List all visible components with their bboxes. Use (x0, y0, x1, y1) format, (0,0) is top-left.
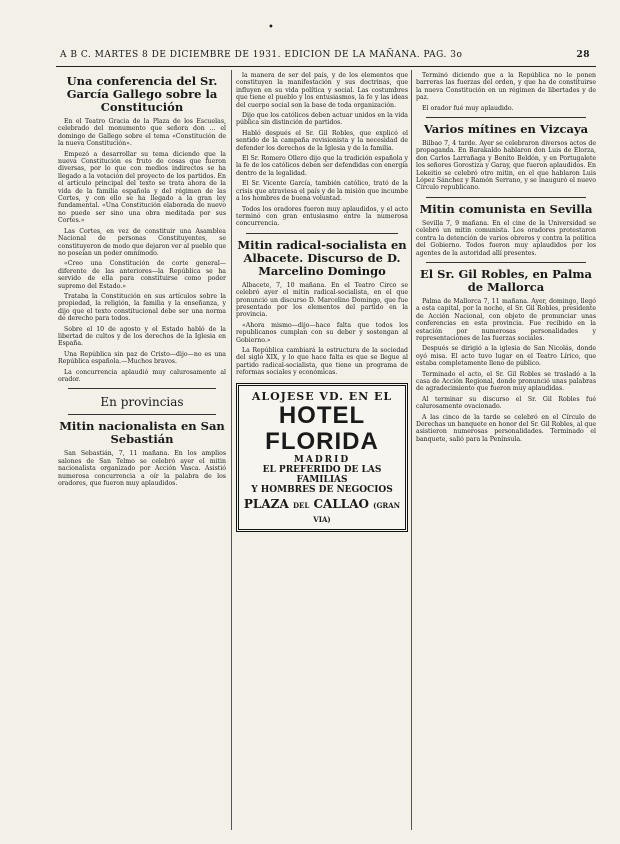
article-paragraph: El Sr. Romero Ollero dijo que la tradición española y la fe de los católicos deben ser defendidas con energía dentro de la legalidad. (236, 155, 408, 177)
article-paragraph: Las Cortes, en vez de constituir una Asamblea Nacional de personas Constituyentes, se constituyeron de modo que dejaron ver al pueblo que no poseían un poder omnímodo. (58, 227, 226, 257)
article-headline: Varios mítines en Vizcaya (423, 122, 589, 137)
article-paragraph: Una República sin paz de Cristo—dijo—no es una República española.—Muchos bravos. (58, 350, 226, 366)
article-paragraph: Palma de Mallorca 7, 11 mañana. Ayer, domingo, llegó a esta capital, por la noche, el Sr. Gil Robles, presidente de Acción Nacional, con objeto de pronunciar unas conferencias en esta provincia. Fue recibido en la estación por numerosas personalidades y representaciones de las fuerzas sociales. (416, 297, 596, 342)
article-headline: Mitin nacionalista en San Sebastián (59, 419, 225, 447)
article-headline: Mitin comunista en Sevilla (419, 201, 593, 216)
ad-address-part: (GRAN VIA) (313, 500, 401, 524)
article-headline: Mitin radical-socialista en Albacete. Discurso de D. Marcelino Domingo (237, 237, 407, 278)
article-paragraph: San Sebastián, 7, 11 mañana. En los amplios salones de San Telmo se celebró ayer el mitin nacionalista organizado por Acción Vasca. Asistió numerosa concurrencia a oír la palabra de los oradores, que fueron muy aplaudidos. (58, 450, 226, 488)
article-paragraph: «Ahora mismo—dijo—hace falta que todos los republicanos cumplan con su deber y sostengan al Gobierno.» (236, 321, 408, 344)
column-3 (416, 72, 596, 830)
article-headline: Una conferencia del Sr. García Gallego sobre la Constitución (66, 74, 218, 114)
ad-line: ALOJESE VD. EN EL (251, 389, 393, 403)
column-2 (236, 72, 408, 830)
article-paragraph: Trataba la Constitución en sus artículos sobre la propiedad, la religión, la familia y la enseñanza, y dijo que el texto constitucional debe ser una norma de derecho para todos. (58, 292, 226, 323)
article-paragraph: Al terminar su discurso el Sr. Gil Robles fué calurosamente ovacionado. (416, 395, 596, 411)
ad-address-part: DEL (292, 500, 310, 510)
article-paragraph: la manera de ser del país, y de los elementos que constituyen la manifestación y sus doctrinas, que influyen en su vida política y social. Las costumbres que tiene el pueblo y los entusiasmos, la fe y las ideas del cuerpo social son la base de toda organización. (236, 72, 408, 109)
article-paragraph: Bilbao 7, 4 tarde. Ayer se celebraron diversos actos de propaganda. En Barakaldo hablaron don Luis de Elorza, don Carlos Larrañaga y Benito Beldón, y en Portugalete los señores Gorostiza y Garay, que fueron aplaudidos. En Lekeitio se celebró otro mitin, en el que hablaron Luis López Sánchez y Ramón Serrano, y se inauguró el nuevo Círculo republicano. (416, 140, 596, 192)
column-divider (231, 70, 232, 830)
ad-line: EL PREFERIDO DE LAS FAMILIAS (262, 464, 382, 485)
article-paragraph: Sobre el 10 de agosto y el Estado habló de la libertad de cultos y de los derechos de la Iglesia en España. (58, 325, 226, 348)
column-divider (411, 70, 412, 830)
ad-line: Y HOMBRES DE NEGOCIOS (251, 484, 393, 495)
ad-address (242, 497, 402, 525)
article-paragraph: Terminado el acto, el Sr. Gil Robles se trasladó a la casa de Acción Regional, donde pronunció unas palabras de agradecimiento que fueron muy aplaudidas. (416, 370, 596, 393)
article-paragraph: La concurrencia aplaudió muy calurosamente al orador. (58, 368, 226, 383)
article-paragraph: Albacete, 7, 10 mañana. En el Teatro Circo se celebró ayer el mitin radical-socialista, en el que pronunció un discurso D. Marcelino Domingo, que fue presentado por los elementos del partido en la provincia. (236, 281, 408, 319)
section-divider (246, 233, 398, 234)
section-divider (426, 197, 586, 198)
article-paragraph: A las cinco de la tarde se celebró en el Círculo de Derechas un banquete en honor del Sr. Gil Robles, al que asistieron numerosas personalidades. Terminado el banquete, salió para la Península. (416, 413, 596, 443)
article-paragraph: En el Teatro Gracia de la Plaza de los Escuelas, celebrado del monumento que señora don ... el domingo de Gallego sobre el tema «Constitución de la nueva Constitución». (58, 118, 226, 148)
page-number: 28 (576, 50, 590, 60)
article-paragraph: Todos los oradores fueron muy aplaudidos, y el acto terminó con gran entusiasmo entre la numerosa concurrencia. (236, 205, 408, 228)
article-paragraph: Después se dirigió a la iglesia de San Nicolás, donde oyó misa. El acto tuvo lugar en el Teatro Lírico, que estaba completamente lleno de público. (416, 345, 596, 368)
column-1 (58, 72, 226, 830)
section-divider (426, 262, 586, 263)
section-divider (426, 117, 586, 118)
article-paragraph: Empezó a desarrollar su tema diciendo que la nueva Constitución es fruto de cosas que fueron diversas, por lo que con medios indirectos se ha llegado a la votación del proyecto de los partidos. En el artículo principal del texto se trata ahora de la vida de la familia española y del régimen de las Cortes, y con ello se ha llegado a la gran ley fundamental. «Una Constitución elaborada de nuevo no puede ser sino una obra meditada por sus Cortes.» (58, 150, 226, 225)
ad-hotel-name: HOTEL FLORIDA (265, 401, 379, 455)
hotel-advertisement (236, 383, 408, 532)
ad-city: MADRID (293, 454, 351, 465)
header-text: A B C. MARTES 8 DE DICIEMBRE DE 1931. EDICION DE LA MAÑANA. PAG. 3o (60, 50, 463, 60)
page-mark: • (268, 22, 274, 33)
article-paragraph: El orador fué muy aplaudido. (422, 104, 514, 112)
page-header (60, 50, 590, 64)
article-paragraph: Dijo que los católicos deben actuar unidos en la vida pública sin distinción de partidos. (236, 112, 408, 127)
article-paragraph: Habló después el Sr. Gil Robles, que explicó el sentido de la campaña revisionista y la necesidad de defender los derechos de la Iglesia y de la familia. (236, 129, 408, 152)
section-divider (68, 414, 216, 415)
header-rule (56, 66, 596, 67)
ad-address-part: PLAZA (243, 496, 289, 511)
ad-address-part: CALLAO (313, 496, 369, 511)
article-paragraph: Sevilla 7, 9 mañana. En el cine de la Universidad se celebró un mitin comunista. Los oradores protestaron contra la detención de varios obreros y contra la política del Gobierno. Todos fueron muy aplaudidos por los agentes de la autoridad allí presentes. (416, 219, 596, 257)
section-title: En provincias (100, 395, 184, 410)
article-paragraph: La República cambiará la estructura de la sociedad del siglo XIX, y lo que hace falta es que se llegue al partido radical-socialista, que tiene un programa de reformas sociales y económicas. (236, 346, 408, 377)
article-paragraph: «Creo una Constitución de corte general—diferente de las anteriores—la República se ha servido de ella para constituirse como poder supremo del Estado.» (58, 260, 226, 290)
article-headline: El Sr. Gil Robles, en Palma de Mallorca (420, 266, 592, 294)
article-paragraph: El Sr. Vicente García, también católico, trató de la crisis que atraviesa el país y de la misión que incumbe a los hombres de buena voluntad. (236, 180, 408, 203)
section-divider (68, 388, 216, 389)
article-paragraph: Terminó diciendo que a la República no le ponen barreras las fuerzas del orden, y que ha de constituirse la nueva Constitución en un régimen de libertades y de paz. (416, 72, 596, 102)
